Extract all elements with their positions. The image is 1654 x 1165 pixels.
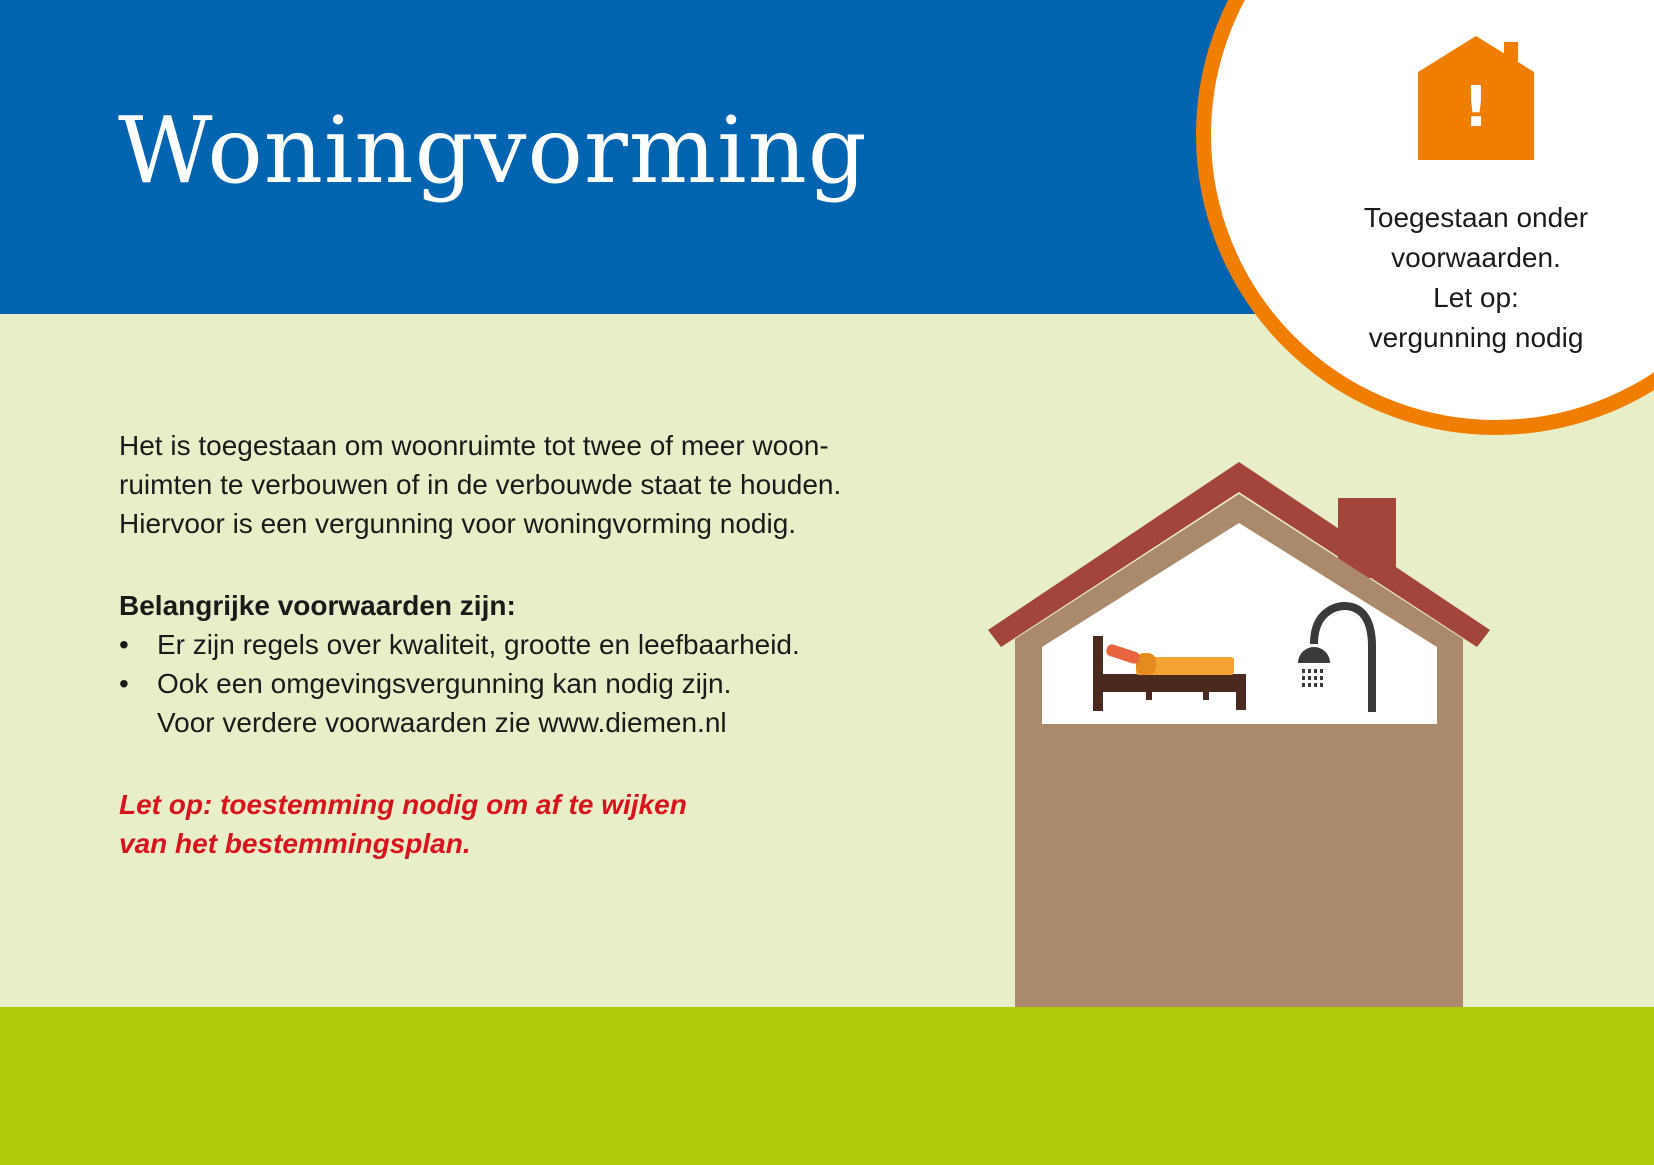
house-exclamation-icon xyxy=(1418,36,1534,160)
intro-line: ruimten te verbouwen of in de verbouwde staat te houden. xyxy=(119,469,842,500)
warning-text xyxy=(119,785,949,863)
house-icon xyxy=(988,456,1494,1008)
status-line: vergunning nodig xyxy=(1368,322,1584,353)
list-item: • Ook een omgevingsvergunning kan nodig zijn. xyxy=(119,664,949,703)
ground xyxy=(0,1007,1654,1165)
status-text xyxy=(1326,198,1626,358)
list-item: • Er zijn regels over kwaliteit, grootte en leefbaarheid. xyxy=(119,625,949,664)
conditions-note: Voor verdere voorwaarden zie www.diemen.nl xyxy=(157,707,727,738)
intro-line: Hiervoor is een vergunning voor woningvorming nodig. xyxy=(119,508,797,539)
status-line: Let op: xyxy=(1433,282,1519,313)
intro-line: Het is toegestaan om woonruimte tot twee of meer woon- xyxy=(119,430,829,461)
warning-line: van het bestemmingsplan. xyxy=(119,828,471,859)
exclamation-mark: ! xyxy=(1463,75,1489,140)
warning-line: Let op: toestemming nodig om af te wijken xyxy=(119,789,687,820)
main-content xyxy=(119,426,949,863)
conditions-heading: Belangrijke voorwaarden zijn: xyxy=(119,590,516,621)
status-line: voorwaarden. xyxy=(1391,242,1561,273)
intro-paragraph xyxy=(119,426,949,543)
conditions-list xyxy=(119,625,949,703)
status-line: Toegestaan onder xyxy=(1363,202,1589,233)
page-title: Woningvorming xyxy=(118,97,868,204)
